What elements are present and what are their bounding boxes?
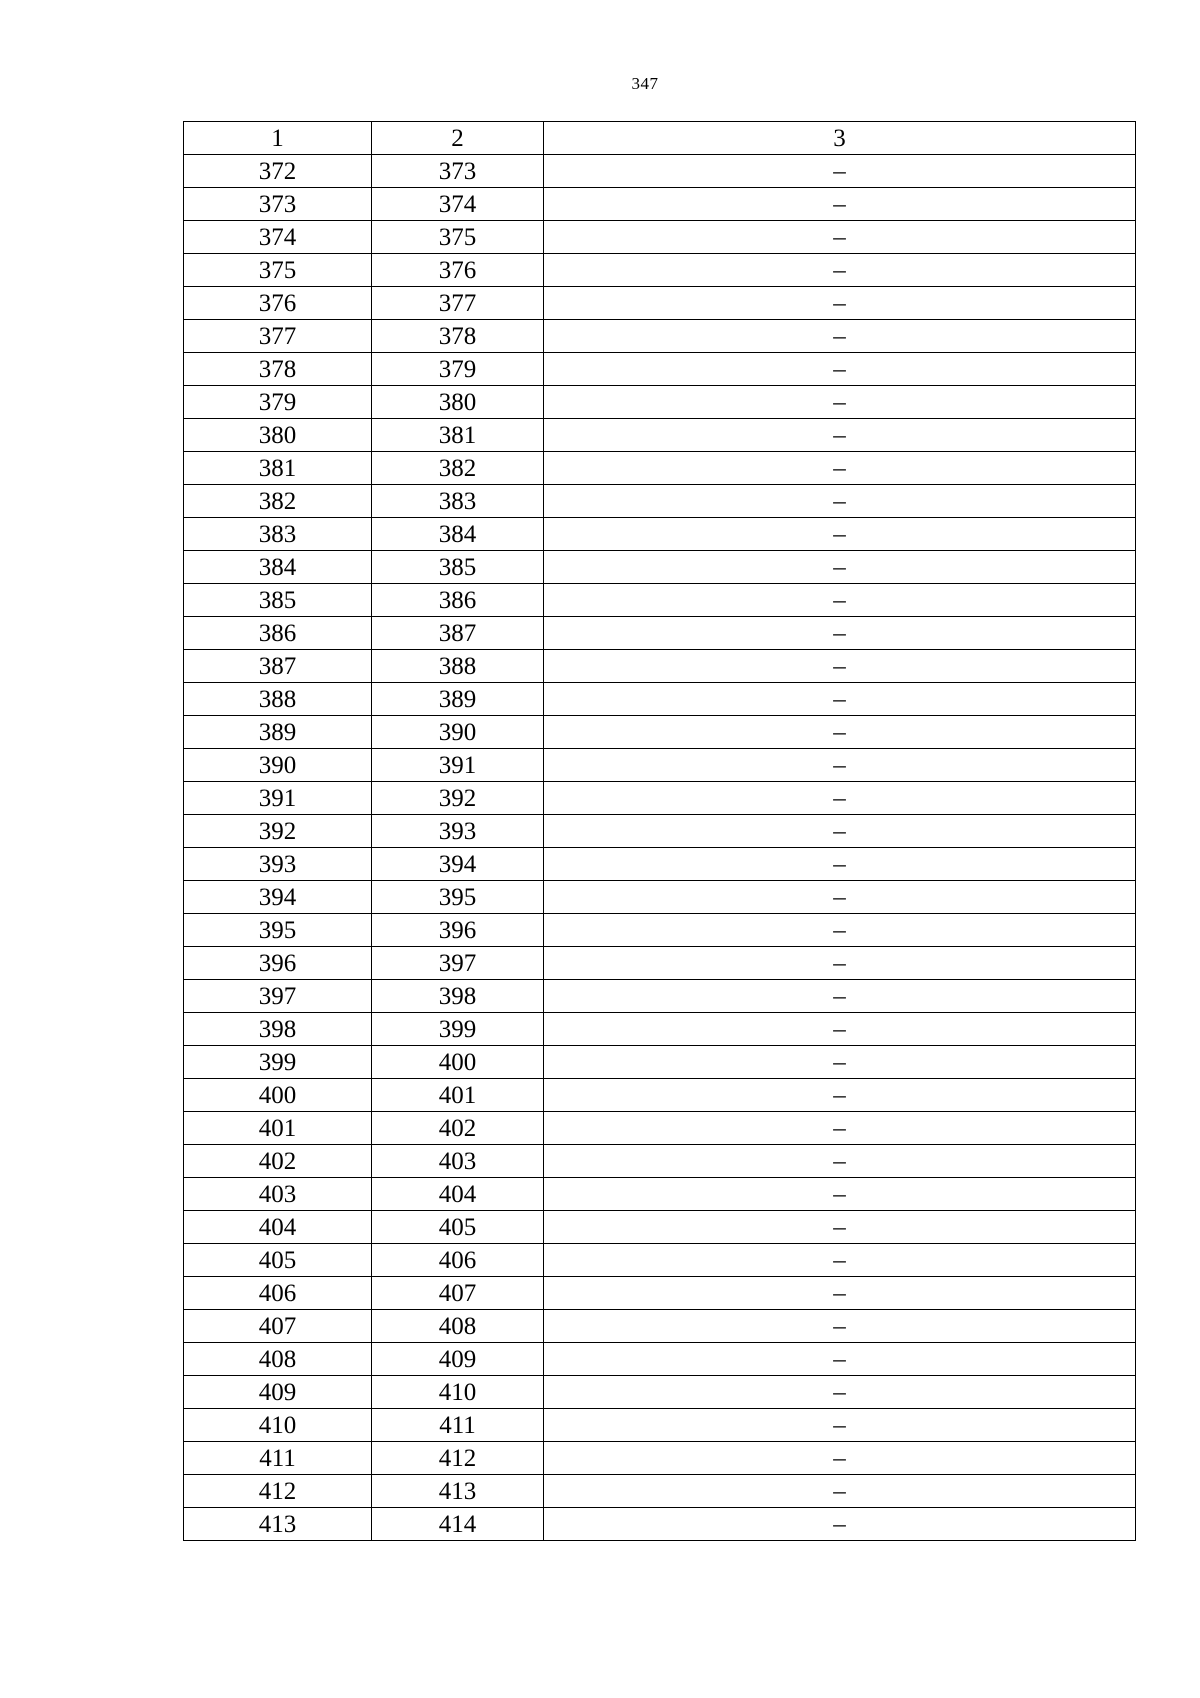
table-row	[184, 155, 1136, 188]
table-cell-col-2: 387	[372, 617, 544, 650]
table-cell-col-2: 404	[372, 1178, 544, 1211]
table-cell-col-3: –	[544, 1244, 1136, 1277]
table-cell-col-2: 398	[372, 980, 544, 1013]
table-cell-col-1: 375	[184, 254, 372, 287]
table-row	[184, 386, 1136, 419]
table-cell-col-3: –	[544, 1112, 1136, 1145]
table-cell-col-1: 377	[184, 320, 372, 353]
table-row	[184, 1442, 1136, 1475]
table-row	[184, 1277, 1136, 1310]
table-cell-col-1: 396	[184, 947, 372, 980]
data-table	[183, 121, 1136, 1541]
table-cell-col-1: 378	[184, 353, 372, 386]
table-row	[184, 1013, 1136, 1046]
table-cell-col-1: 386	[184, 617, 372, 650]
table-row	[184, 947, 1136, 980]
table-cell-col-3: –	[544, 1079, 1136, 1112]
table-cell-col-1: 409	[184, 1376, 372, 1409]
table-cell-col-3: –	[544, 848, 1136, 881]
table-cell-col-3: –	[544, 452, 1136, 485]
table-cell-col-3: –	[544, 815, 1136, 848]
table-cell-col-2: 380	[372, 386, 544, 419]
table-cell-col-2: 385	[372, 551, 544, 584]
column-header-1: 1	[184, 122, 372, 155]
table-cell-col-3: –	[544, 221, 1136, 254]
table-row	[184, 749, 1136, 782]
table-cell-col-3: –	[544, 485, 1136, 518]
table-cell-col-2: 402	[372, 1112, 544, 1145]
table-cell-col-1: 401	[184, 1112, 372, 1145]
table-cell-col-2: 393	[372, 815, 544, 848]
table-cell-col-1: 382	[184, 485, 372, 518]
table-row	[184, 815, 1136, 848]
table-cell-col-1: 387	[184, 650, 372, 683]
table-cell-col-2: 399	[372, 1013, 544, 1046]
table-row	[184, 221, 1136, 254]
table-row	[184, 1046, 1136, 1079]
table-cell-col-2: 379	[372, 353, 544, 386]
table-cell-col-2: 373	[372, 155, 544, 188]
table-row	[184, 419, 1136, 452]
table-cell-col-3: –	[544, 1277, 1136, 1310]
table-cell-col-2: 409	[372, 1343, 544, 1376]
table-row	[184, 1343, 1136, 1376]
table-body	[184, 155, 1136, 1541]
table-cell-col-3: –	[544, 320, 1136, 353]
table-cell-col-2: 414	[372, 1508, 544, 1541]
table-cell-col-2: 375	[372, 221, 544, 254]
table-row	[184, 881, 1136, 914]
table-cell-col-3: –	[544, 980, 1136, 1013]
table-cell-col-1: 388	[184, 683, 372, 716]
table-cell-col-3: –	[544, 1310, 1136, 1343]
table-cell-col-2: 382	[372, 452, 544, 485]
table-row	[184, 1178, 1136, 1211]
table-cell-col-2: 401	[372, 1079, 544, 1112]
table-row	[184, 551, 1136, 584]
page-number: 347	[631, 74, 659, 93]
table-cell-col-1: 399	[184, 1046, 372, 1079]
table-row	[184, 1079, 1136, 1112]
table-cell-col-3: –	[544, 617, 1136, 650]
table-cell-col-2: 397	[372, 947, 544, 980]
table-row	[184, 518, 1136, 551]
table-cell-col-2: 395	[372, 881, 544, 914]
table-row	[184, 452, 1136, 485]
table-cell-col-3: –	[544, 650, 1136, 683]
table-row	[184, 320, 1136, 353]
table-cell-col-1: 405	[184, 1244, 372, 1277]
table-cell-col-3: –	[544, 914, 1136, 947]
table-cell-col-3: –	[544, 1145, 1136, 1178]
table-cell-col-2: 391	[372, 749, 544, 782]
table-cell-col-3: –	[544, 1409, 1136, 1442]
table-row	[184, 1508, 1136, 1541]
table-cell-col-3: –	[544, 1508, 1136, 1541]
table-cell-col-1: 391	[184, 782, 372, 815]
table-row	[184, 254, 1136, 287]
table-cell-col-2: 394	[372, 848, 544, 881]
table-row	[184, 1310, 1136, 1343]
table-cell-col-1: 407	[184, 1310, 372, 1343]
table-cell-col-2: 374	[372, 188, 544, 221]
table-cell-col-1: 372	[184, 155, 372, 188]
table-row	[184, 782, 1136, 815]
table-row	[184, 914, 1136, 947]
table-row	[184, 287, 1136, 320]
table-cell-col-3: –	[544, 1376, 1136, 1409]
table-cell-col-2: 389	[372, 683, 544, 716]
table-cell-col-2: 408	[372, 1310, 544, 1343]
table-cell-col-2: 392	[372, 782, 544, 815]
table-cell-col-2: 413	[372, 1475, 544, 1508]
table-cell-col-2: 406	[372, 1244, 544, 1277]
table-cell-col-1: 412	[184, 1475, 372, 1508]
table-row	[184, 353, 1136, 386]
table-cell-col-1: 390	[184, 749, 372, 782]
table-cell-col-3: –	[544, 188, 1136, 221]
table-cell-col-2: 407	[372, 1277, 544, 1310]
table-cell-col-2: 386	[372, 584, 544, 617]
table-cell-col-2: 411	[372, 1409, 544, 1442]
column-header-2: 2	[372, 122, 544, 155]
table-cell-col-1: 404	[184, 1211, 372, 1244]
table-cell-col-3: –	[544, 518, 1136, 551]
table-cell-col-2: 390	[372, 716, 544, 749]
table-row	[184, 1244, 1136, 1277]
table-cell-col-3: –	[544, 947, 1136, 980]
table-cell-col-3: –	[544, 353, 1136, 386]
table-cell-col-3: –	[544, 287, 1136, 320]
table-cell-col-1: 384	[184, 551, 372, 584]
table-row	[184, 1376, 1136, 1409]
table-cell-col-2: 381	[372, 419, 544, 452]
table-cell-col-2: 376	[372, 254, 544, 287]
table-cell-col-1: 392	[184, 815, 372, 848]
table-cell-col-3: –	[544, 782, 1136, 815]
table-cell-col-3: –	[544, 1475, 1136, 1508]
table-row	[184, 1475, 1136, 1508]
table-cell-col-3: –	[544, 551, 1136, 584]
table-row	[184, 584, 1136, 617]
table-cell-col-1: 397	[184, 980, 372, 1013]
table-cell-col-1: 395	[184, 914, 372, 947]
table-cell-col-3: –	[544, 1343, 1136, 1376]
table-cell-col-2: 405	[372, 1211, 544, 1244]
table-row	[184, 650, 1136, 683]
table-cell-col-2: 377	[372, 287, 544, 320]
table-cell-col-3: –	[544, 716, 1136, 749]
table-cell-col-1: 376	[184, 287, 372, 320]
table-cell-col-1: 383	[184, 518, 372, 551]
table-cell-col-1: 400	[184, 1079, 372, 1112]
table-row	[184, 188, 1136, 221]
table-cell-col-3: –	[544, 1013, 1136, 1046]
table-cell-col-2: 400	[372, 1046, 544, 1079]
table-cell-col-2: 383	[372, 485, 544, 518]
table-cell-col-3: –	[544, 749, 1136, 782]
table-cell-col-3: –	[544, 1178, 1136, 1211]
table-cell-col-1: 403	[184, 1178, 372, 1211]
table-cell-col-1: 413	[184, 1508, 372, 1541]
table-cell-col-1: 408	[184, 1343, 372, 1376]
table-cell-col-3: –	[544, 386, 1136, 419]
table-cell-col-1: 398	[184, 1013, 372, 1046]
column-header-3: 3	[544, 122, 1136, 155]
table-row	[184, 1409, 1136, 1442]
table-cell-col-3: –	[544, 254, 1136, 287]
table-cell-col-2: 378	[372, 320, 544, 353]
table-row	[184, 1112, 1136, 1145]
table-row	[184, 485, 1136, 518]
table-cell-col-2: 412	[372, 1442, 544, 1475]
table-cell-col-1: 385	[184, 584, 372, 617]
table-row	[184, 1211, 1136, 1244]
table-cell-col-3: –	[544, 881, 1136, 914]
table-cell-col-2: 388	[372, 650, 544, 683]
table-cell-col-3: –	[544, 1211, 1136, 1244]
table-cell-col-1: 379	[184, 386, 372, 419]
table-cell-col-1: 402	[184, 1145, 372, 1178]
table-cell-col-3: –	[544, 683, 1136, 716]
table-row	[184, 716, 1136, 749]
table-row	[184, 617, 1136, 650]
table-row	[184, 848, 1136, 881]
table-row	[184, 1145, 1136, 1178]
table-row	[184, 683, 1136, 716]
table-cell-col-3: –	[544, 584, 1136, 617]
table-cell-col-1: 373	[184, 188, 372, 221]
table-cell-col-3: –	[544, 1046, 1136, 1079]
table-cell-col-3: –	[544, 419, 1136, 452]
table-cell-col-1: 406	[184, 1277, 372, 1310]
table-cell-col-1: 393	[184, 848, 372, 881]
table-cell-col-2: 384	[372, 518, 544, 551]
table-cell-col-1: 380	[184, 419, 372, 452]
table-cell-col-2: 410	[372, 1376, 544, 1409]
table-cell-col-1: 394	[184, 881, 372, 914]
table-cell-col-2: 396	[372, 914, 544, 947]
table-cell-col-1: 410	[184, 1409, 372, 1442]
header-row	[184, 122, 1136, 155]
table-cell-col-1: 389	[184, 716, 372, 749]
table-row	[184, 980, 1136, 1013]
table-cell-col-3: –	[544, 1442, 1136, 1475]
table-cell-col-2: 403	[372, 1145, 544, 1178]
table-header	[184, 122, 1136, 155]
table-cell-col-3: –	[544, 155, 1136, 188]
table-cell-col-1: 374	[184, 221, 372, 254]
table-cell-col-1: 381	[184, 452, 372, 485]
table-cell-col-1: 411	[184, 1442, 372, 1475]
